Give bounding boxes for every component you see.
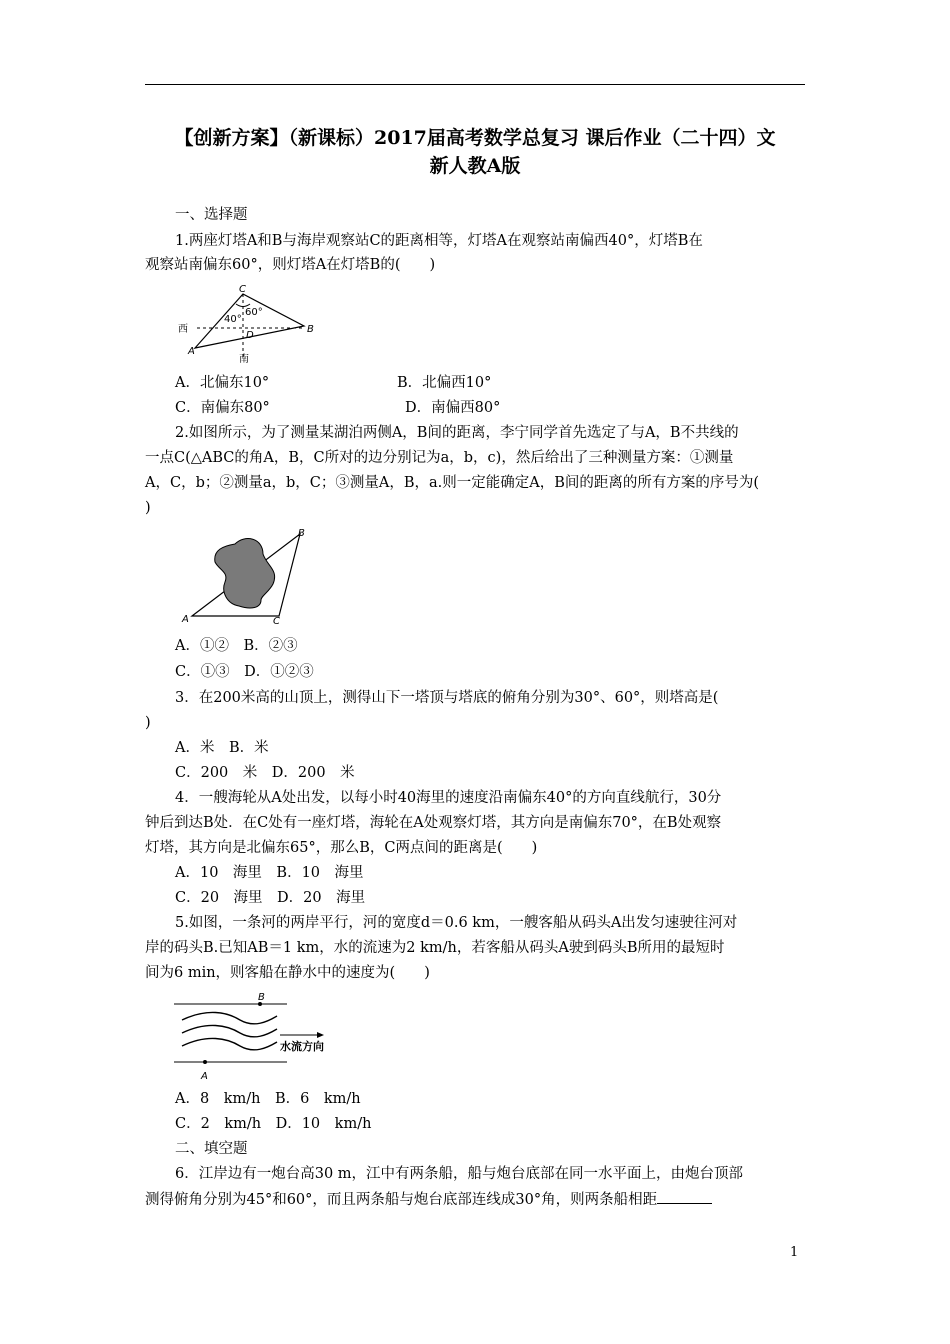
q2-figure [175, 526, 315, 626]
q5-line1: 5.如图，一条河的两岸平行，河的宽度d＝0.6 km，一艘客船从码头A出发匀速驶往河对 [175, 915, 738, 931]
q5-line2: 岸的码头B.已知AB＝1 km，水的流速为2 km/h，若客船从码头A驶到码头B所用的最短时 [145, 940, 725, 956]
q5-label-a: A [201, 1071, 208, 1082]
q2-line2: 一点C(△ABC的角A，B，C所对的边分别记为a，b，c)，然后给出了三种测量方案：①测量 [145, 450, 734, 466]
q2-label-b: B [298, 528, 305, 539]
q3-options-row1: A．米 B．米 [175, 740, 269, 756]
q1-option-c: C．南偏东80° [175, 400, 270, 416]
section-heading-fill: 二、填空题 [175, 1141, 248, 1157]
q1-label-west: 西 [178, 324, 188, 335]
q1-label-a: A [188, 346, 195, 357]
q3-line2: ) [145, 715, 151, 731]
q1-angle-40: 40° [224, 314, 242, 325]
q5-options-row2: C．2 km/h D．10 km/h [175, 1116, 372, 1132]
q5-figure [172, 990, 342, 1082]
q1-label-c: C [239, 284, 246, 295]
q4-options-row1: A．10 海里 B．10 海里 [175, 865, 364, 881]
q2-options-row2: C．①③ D．①②③ [175, 664, 314, 680]
q6-line2 [145, 1189, 805, 1210]
q5-label-b: B [258, 992, 265, 1003]
q1-option-d: D．南偏西80° [405, 400, 501, 416]
q1-label-d: D [246, 330, 254, 341]
q1-option-a: A．北偏东10° [175, 375, 270, 391]
q1-option-b: B．北偏西10° [397, 375, 492, 391]
q1-figure [170, 282, 330, 366]
q3-options-row2: C．200 米 D．200 米 [175, 765, 355, 781]
q5-flow-label: 水流方向 [280, 1040, 324, 1053]
q5-line3: 间为6 min，则客船在静水中的速度为( ) [145, 965, 430, 981]
q1-line1: 1.两座灯塔A和B与海岸观察站C的距离相等，灯塔A在观察站南偏西40°，灯塔B在 [175, 233, 703, 249]
q2-line4: ) [145, 500, 151, 516]
q2-label-a: A [182, 614, 189, 625]
q5-options-row1: A．8 km/h B．6 km/h [175, 1091, 361, 1107]
q2-line3: A，C，b；②测量a，b，C；③测量A，B，a.则一定能确定A，B间的距离的所有方案的序号为( [145, 475, 760, 491]
page-number: 1 [790, 1245, 799, 1260]
q4-line2: 钟后到达B处．在C处有一座灯塔，海轮在A处观察灯塔，其方向是南偏东70°，在B处观察 [145, 815, 722, 831]
doc-title-line1: 【创新方案】（新课标）2017届高考数学总复习 课后作业（二十四）文 [174, 127, 776, 149]
q4-line1: 4．一艘海轮从A处出发，以每小时40海里的速度沿南偏东40°的方向直线航行，30分 [175, 790, 722, 806]
q6-line1: 6．江岸边有一炮台高30 m，江中有两条船，船与炮台底部在同一水平面上，由炮台顶部 [175, 1166, 744, 1182]
section-heading-choice: 一、选择题 [175, 207, 248, 223]
q6-line2-text: 测得俯角分别为45°和60°，而且两条船与炮台底部连线成30°角，则两条船相距 [145, 1192, 658, 1208]
q2-options-row1: A．①② B．②③ [175, 638, 298, 654]
q2-line1: 2.如图所示，为了测量某湖泊两侧A，B间的距离，李宁同学首先选定了与A，B不共线的 [175, 425, 739, 441]
q1-label-south: 南 [239, 354, 249, 365]
q1-angle-60: 60° [245, 307, 263, 318]
header-rule [145, 84, 805, 85]
q4-line3: 灯塔，其方向是北偏东65°，那么B，C两点间的距离是( ) [145, 840, 538, 856]
q3-line1: 3．在200米高的山顶上，测得山下一塔顶与塔底的俯角分别为30°、60°，则塔高是( [175, 690, 719, 706]
doc-title-line2: 新人教A版 [429, 155, 521, 177]
q6-answer-blank[interactable] [657, 1189, 712, 1204]
q2-label-c: C [273, 616, 280, 627]
q1-label-b: B [307, 324, 314, 335]
q4-options-row2: C．20 海里 D．20 海里 [175, 890, 366, 906]
q1-line2: 观察站南偏东60°，则灯塔A在灯塔B的( ) [145, 257, 436, 273]
